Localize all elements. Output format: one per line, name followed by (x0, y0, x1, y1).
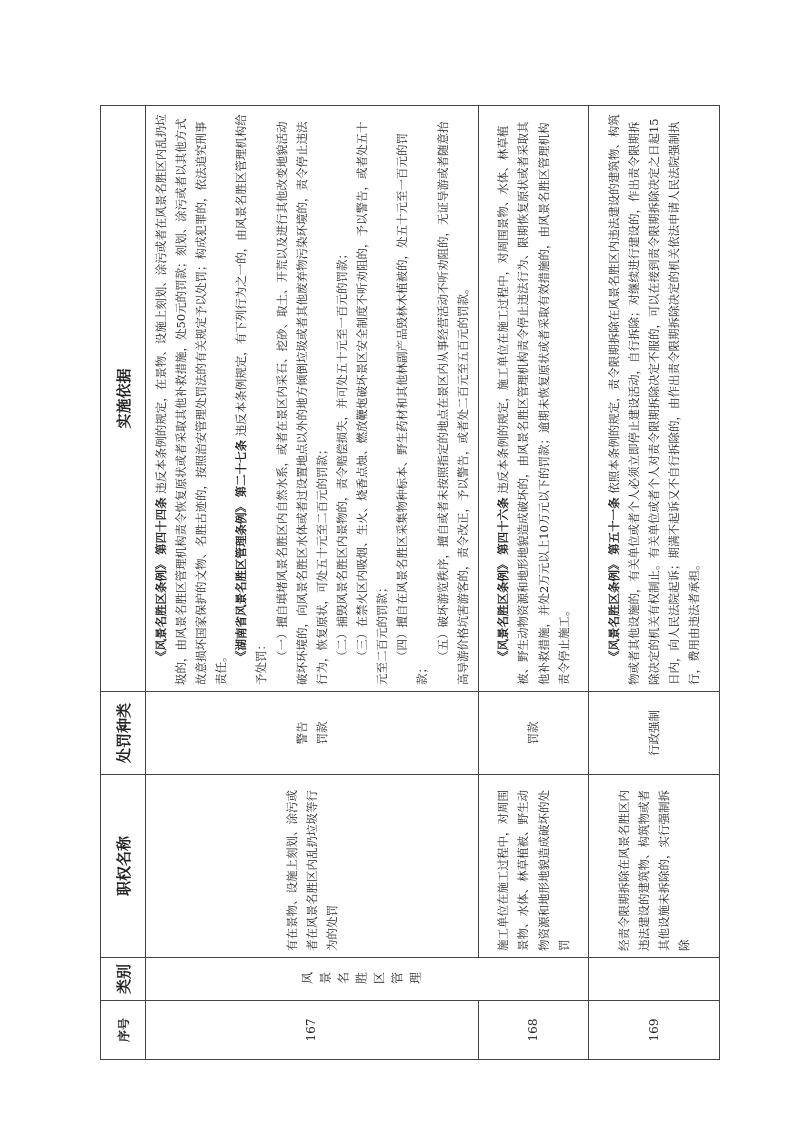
law-name: 《湖南省风景名胜区管理条例》 (234, 501, 249, 662)
article-no: 第二十七条 (234, 439, 249, 498)
row-name: 经责令限期拆除在风景名胜区内违法建设的建筑物、构筑物或者其他设施未拆除的，实行强制拆除 (589, 775, 720, 958)
table-row-169 (589, 106, 720, 1060)
basis-item: （三）在禁火区内吸烟、生火、烧香点烛、燃放鞭炮破坏景区安全制度不听劝阻的，予以警告，或者处五十元至二百元的罚款； (355, 121, 390, 685)
basis-text: 违反本条例规定，有下列行为之一的，由风景名胜区管理机构给予处罚： (234, 114, 269, 685)
table-row-168 (478, 106, 589, 1060)
table-header-row (101, 106, 146, 1060)
row-no: 169 (589, 1001, 720, 1060)
basis-item: （五）破坏游览秩序，擅自或者未按照指定的地点在景区内从事经营活动不听劝阻的，无证导游或者随意抬高导游价格坑害游客的，责令改正，予以警告，或者处二百元至五百元的罚款。 (435, 121, 470, 685)
row-no: 168 (478, 1001, 589, 1060)
law-name: 《风景名胜区条例》 (496, 558, 511, 662)
row-basis (146, 106, 479, 692)
basis-text: 违反本条例的规定，施工单位在施工过程中，对周围景物、水体、林草植被、野生动物资源和地形地貌造成破坏的，由风景名胜区管理机构责令停止违法行为、限期恢复原状或者采取其他补救措施，并处2万元以上10万元以下的罚款；逾期未恢复原状或者采取有效措施的，由风景名胜区管理机构责令停止施工。 (496, 121, 571, 685)
rotated-table-wrapper (100, 105, 720, 1060)
basis-text: 违反本条例的规定，在景物、设施上刻划、涂污或者在风景名胜区内乱扔垃圾的，由风景名胜区管理机构责令恢复原状或者采取其他补救措施，处50元的罚款；刻划、涂污或者以其他方式故意损坏国家保护的文物、名胜古迹的，按照治安管理处罚法的有关规定予以处罚；构成犯罪的，依法追究刑事责任。 (153, 114, 229, 685)
header-type: 处罚种类 (101, 692, 146, 775)
law-name: 《风景名胜区条例》 (606, 558, 621, 662)
category-cell (146, 958, 589, 1001)
basis-item: （二）捕毁风景名胜区内景物的，责令赔偿损失，并可处五十元至一百元的罚款； (334, 248, 349, 662)
category-text: 风景名胜区管理 (301, 971, 428, 986)
law-name: 《风景名胜区条例》 (153, 558, 168, 662)
table-row-167 (146, 106, 479, 1060)
basis-text: 依照本条例的规定，责令限期拆除在风景名胜区内违法建设的建筑物、构筑物或者其他设施的，有关单位或者个人必须立即停止建设活动，自行拆除；对继续进行建设的，作出责令限期拆除决定的机关有权制止。有关单位或者个人对责令限期拆除决定不服的，可以在接到责令限期拆除决定之日起15日内，向人民法院起诉；期满不起诉又不自行拆除的，由作出责令限期拆除决定的机关依法申请人民法院强制执行，费用由违法者承担。 (606, 114, 702, 685)
enforcement-table (100, 105, 720, 1060)
header-category: 类别 (101, 958, 146, 1001)
header-basis: 实施依据 (101, 106, 146, 692)
row-type: 警告 罚款 (146, 692, 479, 775)
row-no: 167 (146, 1001, 479, 1060)
article-no: 第五十一条 (606, 497, 621, 555)
basis-item: （四）擅自在风景名胜区采集物种标本、野生药材和其他林副产品毁林木植被的，处五十元至一百元的罚款； (395, 133, 430, 685)
row-basis (478, 106, 589, 692)
header-name: 职权名称 (101, 775, 146, 958)
article-no: 第四十四条 (153, 497, 168, 555)
row-name: 施工单位在施工过程中，对周围景物、水体、林草植被、野生动物资源和地形地貌造成破坏的处罚 (478, 775, 589, 958)
basis-item: （一）擅自填堵风景名胜区内自然水系，或者在景区内采石、挖砂、取土、开荒以及进行其他改变地貌活动破坏环境的，向风景名胜区水体或者过设置地点以外的地方倾倒垃圾或者其他废弃物污染环境的，责令停止违法行为，恢复原状，可处五十元至二百元的罚款； (274, 121, 329, 685)
row-type: 行政强制 (589, 692, 720, 775)
row-basis (589, 106, 720, 692)
article-no: 第四十六条 (496, 497, 511, 555)
row-type: 罚款 (478, 692, 589, 775)
category-cell-empty (589, 958, 720, 1001)
row-name: 有在景物、设施上刻划、涂污或者在风景名胜区内乱扔垃圾等行为的处罚 (146, 775, 479, 958)
header-no: 序号 (101, 1001, 146, 1060)
